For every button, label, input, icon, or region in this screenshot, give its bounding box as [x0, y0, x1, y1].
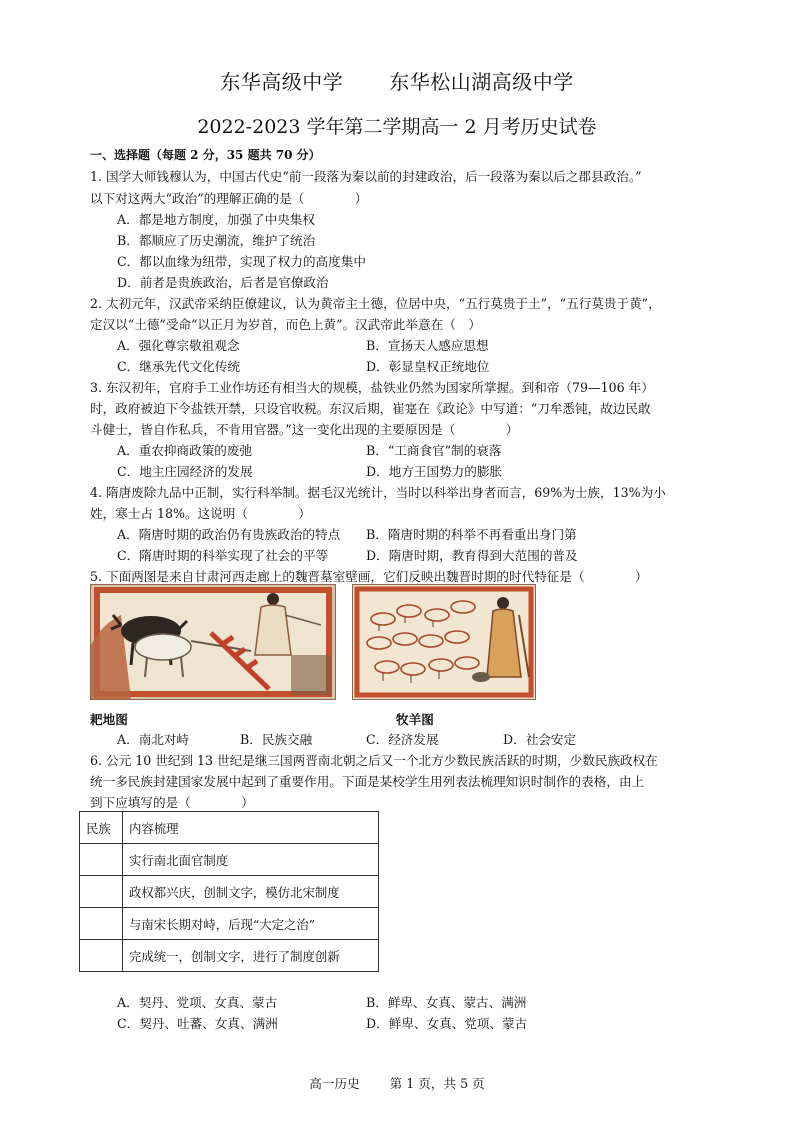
- q6-stem-line2: 统一多民族封建国家发展中起到了重要作用。下面是某校学生用列表法梳理知识时制作的表格，由上: [90, 774, 645, 789]
- q4-option-b: B．隋唐时期的科举不再看重出身门第: [366, 527, 577, 542]
- q3-option-c: C．地主庄园经济的发展: [117, 464, 253, 479]
- q6-option-b: B．鲜卑、女真、蒙古、满洲: [366, 995, 527, 1010]
- table-cell-blank: [80, 940, 123, 972]
- q4-option-a: A．隋唐时期的政治仍有贵族政治的特点: [117, 527, 341, 542]
- table-row: [80, 876, 379, 908]
- table-cell-blank: [80, 876, 123, 908]
- q1-option-d: D．前者是贵族政治，后者是官僚政治: [117, 275, 329, 290]
- q1-option-b: B．都顺应了历史潮流，维护了统治: [117, 233, 316, 248]
- table-cell-blank: [80, 908, 123, 940]
- q5-option-a: A．南北对峙: [117, 732, 190, 747]
- q3-stem-line2: 时，政府被迫下令盐铁开禁，只设官收税。东汉后期，崔寔在《政论》中写道：“刀牟悉钝，故边民敢: [90, 401, 651, 416]
- ethnic-regimes-table: [79, 811, 379, 972]
- section-heading: 一、选择题（每题 2 分，35 题共 70 分）: [90, 148, 321, 162]
- q6-stem-line1: 6. 公元 10 世纪到 13 世纪是继三国两晋南北朝之后又一个北方少数民族活跃的时期，少数民族政权在: [90, 753, 658, 768]
- mural-caption-herding: 牧羊图: [396, 712, 434, 727]
- footer-subject: 高一历史: [309, 1076, 360, 1091]
- q3-option-a: A．重农抑商政策的废弛: [117, 443, 253, 458]
- q3-stem-line1: 3. 东汉初年，官府手工业作坊还有相当大的规模，盐铁业仍然为国家所掌握。到和帝（79—106 年）: [90, 380, 654, 395]
- table-header-content: 内容梳理: [123, 812, 379, 844]
- school-name-1: 东华高级中学: [220, 70, 344, 94]
- mural-caption-raking: 耙地图: [90, 712, 128, 727]
- table-row: [80, 844, 379, 876]
- table-header-row: [80, 812, 379, 844]
- q3-option-d: D．地方王国势力的膨胀: [366, 464, 503, 479]
- q1-stem-line2: 以下对这两大“政治”的理解正确的是（ ）: [90, 191, 368, 206]
- q1-option-a: A．都是地方制度，加强了中央集权: [117, 212, 316, 227]
- q5-option-b: B．民族交融: [240, 732, 313, 747]
- q6-option-c: C．契丹、吐蕃、女真、满洲: [117, 1016, 278, 1031]
- table-row: [80, 908, 379, 940]
- table-cell: 实行南北面官制度: [123, 844, 379, 876]
- footer-page-number: 第 1 页，共 5 页: [389, 1076, 485, 1091]
- page-footer: [0, 1073, 794, 1092]
- table-cell: 完成统一，创制文字，进行了制度创新: [123, 940, 379, 972]
- table-cell: 政权都兴庆，创制文字，模仿北宋制度: [123, 876, 379, 908]
- q3-stem-line3: 斗健士，皆自作私兵，不肯用官器。”这一变化出现的主要原因是（ ）: [90, 422, 519, 437]
- q2-stem-line2: 定汉以“土德”受命“以正月为岁首，而色上黄”。汉武帝此举意在（ ）: [90, 317, 481, 332]
- table-header-ethnicity: 民族: [80, 812, 123, 844]
- q4-stem-line2: 姓，寒士占 18%。这说明（ ）: [90, 506, 311, 521]
- q5-option-d: D．社会安定: [503, 732, 577, 747]
- q2-option-d: D．彰显皇权正统地位: [366, 359, 490, 374]
- q6-stem-line3: 到下应填写的是（ ）: [90, 795, 254, 810]
- herding-mural-image: [352, 584, 536, 700]
- q2-option-b: B．宣扬天人感应思想: [366, 338, 489, 353]
- table-cell-blank: [80, 844, 123, 876]
- q4-option-d: D．隋唐时期，教育得到大范围的普及: [366, 548, 578, 563]
- raking-mural-image: [90, 584, 336, 700]
- table-cell: 与南宋长期对峙，后现“大定之治”: [123, 908, 379, 940]
- q2-option-c: C．继承先代文化传统: [117, 359, 240, 374]
- table-row: [80, 940, 379, 972]
- q6-option-a: A．契丹、党项、女真、蒙古: [117, 995, 278, 1010]
- exam-title: 2022-2023 学年第二学期高一 2 月考历史试卷: [197, 116, 597, 138]
- q2-stem-line1: 2. 太初元年，汉武帝采纳臣僚建议，认为黄帝主土德，位居中央，“五行莫贵于土”，“五行莫贵于黄”，: [90, 296, 661, 311]
- q1-option-c: C．都以血缘为纽带，实现了权力的高度集中: [117, 254, 366, 269]
- q5-stem-line1: 5. 下面两图是来自甘肃河西走廊上的魏晋墓室壁画，它们反映出魏晋时期的时代特征是（ ）: [90, 569, 648, 584]
- q1-stem-line1: 1. 国学大师钱穆认为，中国古代史“前一段落为秦以前的封建政治，后一段落为秦以后之郡县政治。”: [90, 169, 642, 184]
- q6-option-d: D．鲜卑、女真、党项、蒙古: [366, 1016, 528, 1031]
- q5-option-c: C．经济发展: [366, 732, 439, 747]
- school-names: [0, 66, 794, 95]
- q4-option-c: C．隋唐时期的科举实现了社会的平等: [117, 548, 329, 563]
- school-name-2: 东华松山湖高级中学: [389, 70, 574, 94]
- q3-option-b: B．“工商食官”制的衰落: [366, 443, 502, 458]
- q4-stem-line1: 4. 隋唐废除九品中正制，实行科举制。据毛汉光统计，当时以科举出身者而言，69%为士族，13%为小: [90, 485, 666, 500]
- q2-option-a: A．强化尊宗敬祖观念: [117, 338, 240, 353]
